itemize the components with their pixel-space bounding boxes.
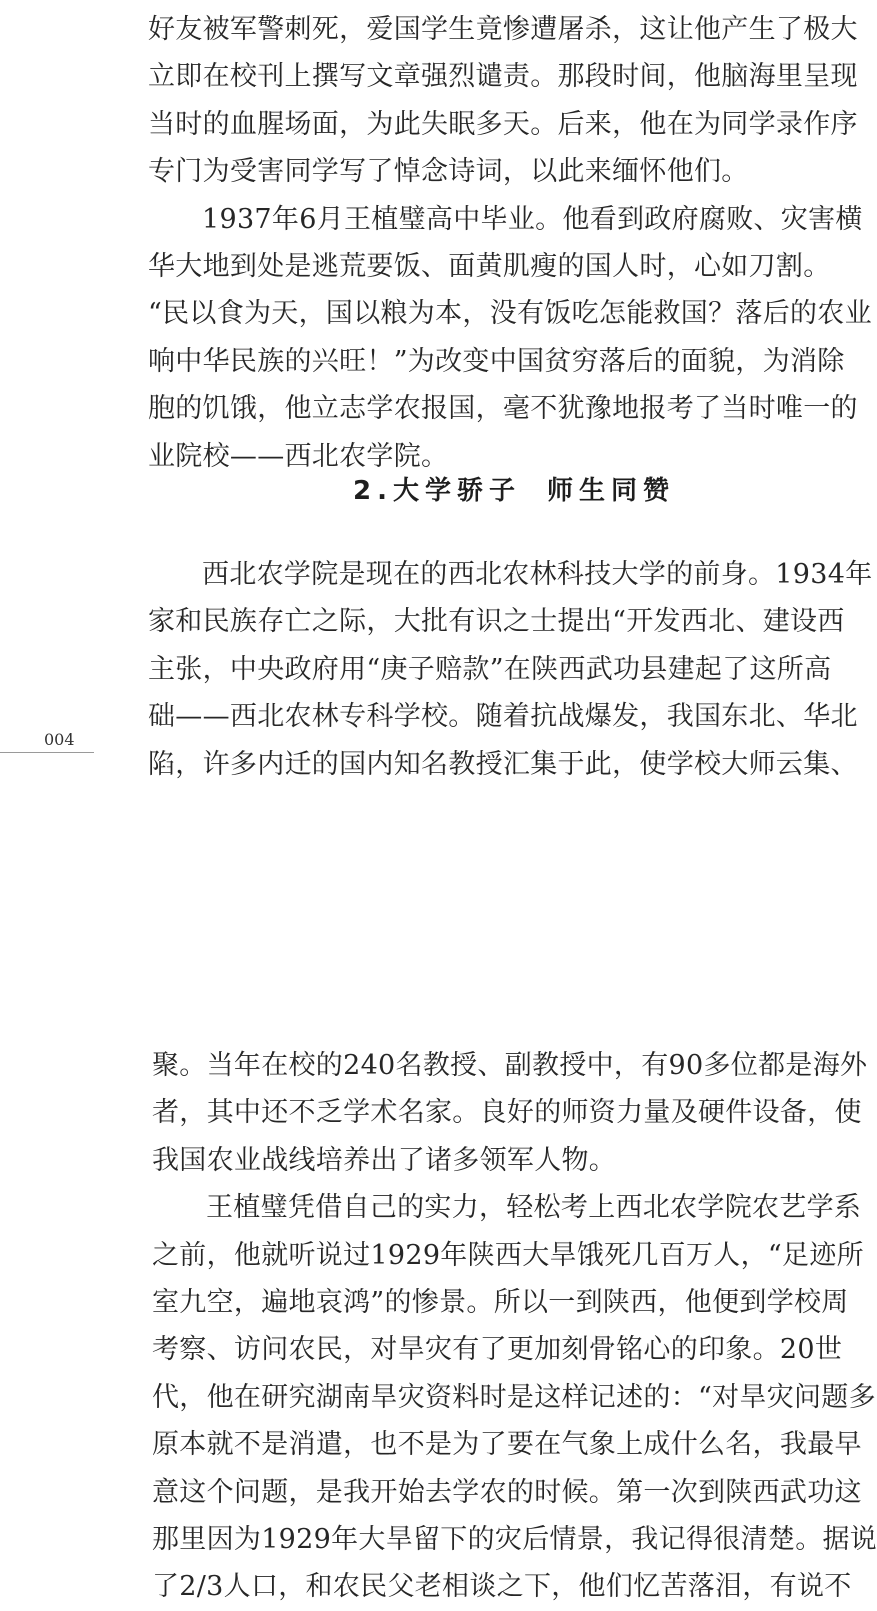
text-line: 考察、访问农民，对旱灾有了更加刻骨铭心的印象。20世 (152, 1334, 843, 1366)
text-line: 意这个问题，是我开始去学农的时候。第一次到陕西武功这 (152, 1476, 862, 1508)
text-line: 那里因为1929年大旱留下的灾后情景，我记得很清楚。据说 (152, 1523, 877, 1555)
text-line: 了2/3人口，和农民父老相谈之下，他们忆苦落泪，有说不 (152, 1571, 852, 1603)
text-line: 当时的血腥场面，为此失眠多天。后来，他在为同学录作序 (148, 108, 858, 140)
text-line: 我国农业战线培养出了诸多领军人物。 (152, 1144, 617, 1176)
text-line: 代，他在研究湖南旱灾资料时是这样记述的：“对旱灾问题多 (152, 1381, 876, 1413)
section-heading (0, 470, 800, 507)
text-line: 立即在校刊上撰写文章强烈谴责。那段时间，他脑海里呈现 (148, 61, 858, 93)
text-line: 西北农学院是现在的西北农林科技大学的前身。1934年 (202, 559, 873, 590)
text-line: 主张，中央政府用“庚子赔款”在陕西武功县建起了这所高 (148, 653, 832, 685)
body-text-bottom (152, 1042, 877, 1611)
text-line: 陷，许多内迁的国内知名教授汇集于此，使学校大师云集、 (148, 748, 858, 780)
section-number: 2. (353, 476, 393, 506)
text-line: 聚。当年在校的240名教授、副教授中，有90多位都是海外 (152, 1050, 868, 1081)
section-title-part1: 大学骄子 (392, 476, 521, 506)
text-line: 家和民族存亡之际，大批有识之士提出“开发西北、建设西 (148, 606, 845, 638)
text-line: 好友被军警刺死，爱国学生竟惨遭屠杀，这让他产生了极大 (148, 14, 858, 45)
text-line: 专门为受害同学写了悼念诗词，以此来缅怀他们。 (148, 156, 749, 188)
body-text-middle (148, 551, 873, 788)
page-number-rule (0, 752, 94, 753)
page-number: 004 (44, 730, 75, 749)
text-line: 王植璧凭借自己的实力，轻松考上西北农学院农艺学系 (206, 1192, 862, 1224)
text-line: 之前，他就听说过1929年陕西大旱饿死几百万人，“足迹所 (152, 1239, 864, 1271)
text-line: 响中华民族的兴旺！”为改变中国贫穷落后的面貌，为消除 (148, 345, 845, 377)
text-line: 室九空，遍地哀鸿”的惨景。所以一到陕西，他便到学校周 (152, 1286, 849, 1318)
text-line: 者，其中还不乏学术名家。良好的师资力量及硬件设备，使 (152, 1097, 862, 1129)
body-text-top (148, 6, 872, 480)
text-line: 1937年6月王植璧高中毕业。他看到政府腐败、灾害横 (202, 203, 863, 235)
section-title-part2: 师生同赞 (546, 476, 675, 506)
text-line: “民以食为天，国以粮为本，没有饭吃怎能救国？落后的农业 (148, 298, 872, 330)
text-line: 原本就不是消遣，也不是为了要在气象上成什么名，我最早 (152, 1429, 862, 1461)
text-line: 业院校——西北农学院。 (148, 440, 449, 472)
text-line: 胞的饥饿，他立志学农报国，毫不犹豫地报考了当时唯一的 (148, 393, 858, 425)
text-line: 华大地到处是逃荒要饭、面黄肌瘦的国人时，心如刀割。 (148, 250, 831, 282)
text-line: 础——西北农林专科学校。随着抗战爆发，我国东北、华北 (148, 701, 858, 733)
